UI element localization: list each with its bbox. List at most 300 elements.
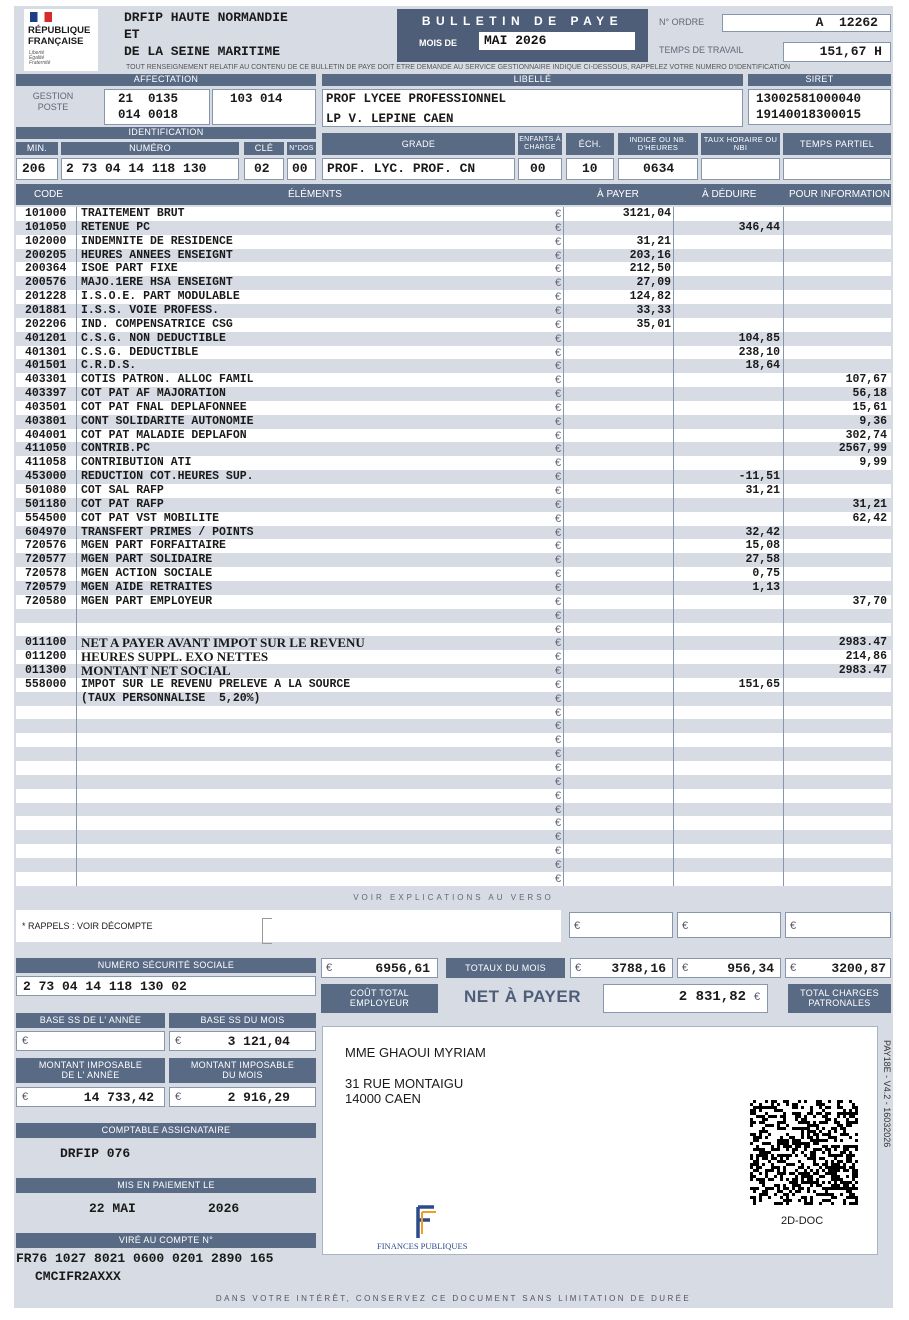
euro-icon: € — [682, 962, 689, 974]
euro-icon: € — [554, 734, 562, 747]
row-label: CONT SOLIDARITE AUTONOMIE — [81, 414, 254, 428]
libelle-line-2: LP V. LEPINE CAEN — [326, 112, 454, 126]
republique-logo — [24, 9, 98, 71]
euro-icon: € — [554, 789, 562, 802]
euro-icon: € — [554, 706, 562, 719]
euro-icon: € — [554, 762, 562, 774]
euro-icon: € — [554, 512, 562, 525]
table-row — [16, 761, 891, 775]
table-row — [16, 512, 891, 526]
euro-icon: € — [554, 388, 562, 401]
row-label: I.S.O.E. PART MODULABLE — [81, 290, 240, 304]
euro-icon: € — [554, 332, 562, 345]
table-row — [16, 456, 891, 470]
header-ech: ÉCH. — [566, 133, 614, 155]
nss-label: NUMÉRO SÉCURITÉ SOCIALE — [16, 958, 316, 973]
table-row — [16, 373, 891, 387]
row-code: 720576 — [25, 539, 67, 553]
euro-icon: € — [554, 485, 562, 497]
table-row — [16, 858, 891, 872]
totaux-label: TOTAUX DU MOIS — [446, 958, 565, 978]
doc-title: BULLETIN DE PAYE — [421, 14, 624, 28]
table-row — [16, 235, 891, 249]
col-elements-header: ÉLÉMENTS — [288, 189, 342, 200]
euro-icon: € — [790, 920, 797, 932]
euro-icon: € — [554, 554, 562, 567]
row-label: IMPOT SUR LE REVENU PRELEVE A LA SOURCE — [81, 677, 351, 691]
temps-value: 151,67 H — [783, 42, 891, 62]
euro-icon: € — [554, 263, 562, 276]
row-code: 200364 — [25, 262, 67, 276]
row-label: C.S.G. NON DEDUCTIBLE — [81, 331, 226, 345]
table-row — [16, 664, 891, 678]
row-label: C.S.G. DEDUCTIBLE — [81, 345, 199, 359]
recipient-city: 14000 CAEN — [345, 1091, 421, 1106]
row-label: MGEN PART FORFAITAIRE — [81, 539, 226, 553]
table-row — [16, 609, 891, 623]
table-row — [16, 706, 891, 720]
recipient-name: MME GHAOUI MYRIAM — [345, 1045, 486, 1060]
total-payer-value: 3788,16 — [611, 961, 666, 976]
header-indice: INDICE OU NB. D'HEURES — [618, 133, 698, 155]
row-label: IND. COMPENSATRICE CSG — [81, 317, 233, 331]
imposable-mois-label: MONTANT IMPOSABLE DU MOIS — [169, 1058, 316, 1083]
euro-icon: € — [22, 1035, 29, 1047]
imposable-mois-value: 2 916,29 — [227, 1090, 290, 1105]
doc-code: 2D-DOC — [781, 1215, 824, 1227]
euro-icon: € — [554, 803, 562, 816]
row-label: REDUCTION COT.HEURES SUP. — [81, 470, 254, 484]
euro-icon: € — [554, 471, 562, 484]
logo-text-2: FRANÇAISE — [28, 36, 84, 47]
side-code: PAY18E - V4.2 - 16032026 — [882, 1040, 892, 1148]
compte-label: VIRÉ AU COMPTE N° — [16, 1233, 316, 1248]
org-line-1: DRFIP HAUTE NORMANDIE — [124, 10, 288, 25]
euro-icon: € — [790, 962, 797, 974]
table-row — [16, 484, 891, 498]
row-label: (TAUX PERSONNALISE 5,20%) — [81, 691, 261, 705]
euro-icon: € — [554, 443, 562, 456]
row-code: 604970 — [25, 525, 67, 539]
header-taux: TAUX HORAIRE OU NBI — [701, 133, 780, 155]
euro-icon: € — [554, 415, 562, 428]
table-row — [16, 595, 891, 609]
table-row — [16, 332, 891, 346]
row-label: NET A PAYER AVANT IMPOT SUR LE REVENU — [81, 635, 365, 651]
siret-line-1: 13002581000040 — [756, 92, 862, 106]
org-line-2: ET — [124, 27, 140, 42]
paiement-day: 22 MAI — [89, 1201, 136, 1216]
euro-icon: € — [554, 858, 562, 871]
row-payer: 27,09 — [636, 276, 671, 290]
table-row — [16, 733, 891, 747]
imposable-annee-label: MONTANT IMPOSABLE DE L' ANNÉE — [16, 1058, 165, 1083]
euro-icon: € — [554, 845, 562, 858]
cle-value: 02 — [254, 161, 270, 176]
row-label: MGEN ACTION SOCIALE — [81, 567, 213, 581]
euro-icon: € — [554, 817, 562, 830]
ordre-label: N° ORDRE — [659, 17, 705, 27]
euro-icon: € — [554, 678, 562, 691]
row-deduire: 0,75 — [752, 567, 780, 581]
paiement-label: MIS EN PAIEMENT LE — [16, 1178, 316, 1193]
header-temps-partiel: TEMPS PARTIEL — [783, 133, 891, 155]
row-label: ISOE PART FIXE — [81, 262, 178, 276]
total-deduire-value: 956,34 — [727, 961, 774, 976]
row-label: MGEN PART SOLIDAIRE — [81, 553, 213, 567]
euro-icon: € — [554, 304, 562, 317]
table-row — [16, 803, 891, 817]
ech-value: 10 — [582, 161, 598, 176]
min-value: 206 — [22, 161, 46, 176]
row-label: COT PAT AF MAJORATION — [81, 387, 226, 401]
table-row — [16, 290, 891, 304]
euro-icon: € — [554, 623, 562, 636]
row-label: CONTRIB.PC — [81, 442, 151, 456]
logo-motto: Liberté Égalité Fraternité — [29, 50, 51, 66]
doc-title-block — [397, 9, 648, 62]
gestion-value-1: 21 0135 — [118, 92, 179, 106]
row-label: COT SAL RAFP — [81, 484, 164, 497]
temps-partiel-box — [783, 158, 891, 180]
table-row — [16, 678, 891, 692]
row-label: HEURES ANNEES ENSEIGNT — [81, 248, 233, 262]
row-payer: 33,33 — [636, 303, 671, 317]
table-row — [16, 346, 891, 360]
row-info: 302,74 — [845, 428, 887, 442]
table-row — [16, 650, 891, 664]
paiement-year: 2026 — [208, 1201, 240, 1216]
table-row — [16, 262, 891, 276]
table-row — [16, 747, 891, 761]
ordre-value: A 12262 — [722, 14, 891, 32]
col-deduire-header: À DÉDUIRE — [702, 189, 757, 200]
table-row — [16, 304, 891, 318]
header-min: MIN. — [16, 142, 58, 155]
row-label: C.R.D.S. — [81, 359, 137, 373]
row-info: 56,18 — [852, 387, 887, 401]
row-info: 62,42 — [852, 511, 887, 525]
comptable-label: COMPTABLE ASSIGNATAIRE — [16, 1123, 316, 1138]
row-code: 200576 — [25, 276, 67, 290]
table-row — [16, 789, 891, 803]
euro-icon: € — [554, 540, 562, 553]
cout-value: 6956,61 — [375, 961, 430, 976]
header-numero: NUMÉRO — [61, 142, 239, 155]
nss-value: 2 73 04 14 118 130 02 — [16, 976, 316, 996]
row-deduire: 18,64 — [745, 359, 780, 373]
table-row — [16, 470, 891, 484]
col-code-header: CODE — [34, 189, 63, 200]
col-info-header: POUR INFORMATION — [789, 189, 890, 200]
table-row — [16, 526, 891, 540]
table-row — [16, 581, 891, 595]
table-row — [16, 872, 891, 886]
euro-icon: € — [22, 1091, 29, 1103]
gestion-label: GESTION POSTE — [32, 91, 74, 112]
row-deduire: 31,21 — [745, 484, 780, 497]
table-row — [16, 429, 891, 443]
cout-label: COÛT TOTAL EMPLOYEUR — [321, 984, 438, 1013]
euro-icon: € — [554, 609, 562, 622]
siret-line-2: 19140018300015 — [756, 108, 862, 122]
table-row — [16, 249, 891, 263]
libelle-title: LIBELLÉ — [322, 74, 743, 86]
row-label: COT PAT VST MOBILITE — [81, 511, 220, 525]
row-info: 2983.47 — [838, 664, 887, 678]
rappel-info-box — [785, 912, 891, 938]
row-label: RETENUE PC — [81, 220, 151, 234]
row-code: 404001 — [25, 428, 67, 442]
row-info: 31,21 — [852, 497, 887, 511]
row-code: 720578 — [25, 567, 67, 581]
base-annee-label: BASE SS DE L' ANNÉE — [16, 1013, 165, 1028]
row-code: 401301 — [25, 345, 67, 359]
net-value: 2 831,82 — [678, 989, 746, 1005]
euro-icon: € — [554, 748, 562, 761]
row-payer: 35,01 — [636, 317, 671, 331]
row-code: 453000 — [25, 470, 67, 484]
rappel-payer-box — [569, 912, 673, 938]
row-code: 201881 — [25, 303, 67, 317]
row-code: 403801 — [25, 414, 67, 428]
row-deduire: 27,58 — [745, 553, 780, 567]
euro-icon: € — [326, 962, 333, 974]
euro-icon: € — [554, 208, 562, 220]
row-info: 2567,99 — [838, 442, 887, 456]
rappels-brace — [262, 918, 272, 944]
net-label: NET À PAYER — [464, 987, 581, 1006]
table-row — [16, 539, 891, 553]
table-row — [16, 415, 891, 429]
verso-note: VOIR EXPLICATIONS AU VERSO — [353, 893, 554, 902]
table-row — [16, 844, 891, 858]
row-code: 101000 — [25, 207, 67, 220]
euro-icon: € — [554, 872, 562, 885]
row-code: 403501 — [25, 400, 67, 414]
row-deduire: 15,08 — [745, 539, 780, 553]
euro-icon: € — [554, 221, 562, 234]
identification-title: IDENTIFICATION — [16, 127, 316, 139]
row-code: 501180 — [25, 497, 67, 511]
finances-publiques-logo-icon — [410, 1204, 440, 1240]
siret-title: SIRET — [748, 74, 891, 86]
finances-publiques-text: FINANCES PUBLIQUES — [377, 1241, 468, 1251]
euro-icon: € — [574, 920, 581, 932]
bic-value: CMCIFR2AXXX — [35, 1269, 121, 1284]
2d-doc-barcode-icon — [750, 1100, 858, 1206]
euro-icon: € — [554, 235, 562, 248]
row-deduire: 238,10 — [738, 345, 780, 359]
euro-icon: € — [682, 920, 689, 932]
imposable-annee-value: 14 733,42 — [83, 1090, 154, 1105]
euro-icon: € — [554, 831, 562, 844]
table-row — [16, 636, 891, 650]
gestion-value-2: 014 0018 — [118, 108, 179, 122]
row-code: 501080 — [25, 484, 67, 497]
euro-icon: € — [175, 1035, 182, 1047]
euro-icon: € — [754, 991, 761, 1003]
row-code: 201228 — [25, 290, 67, 304]
row-code: 011100 — [25, 636, 67, 650]
row-code: 202206 — [25, 317, 67, 331]
euro-icon: € — [554, 291, 562, 304]
table-row — [16, 207, 891, 221]
table-row — [16, 387, 891, 401]
rappel-deduire-box — [677, 912, 781, 938]
header-enfants: ENFANTS À CHARGE — [518, 133, 562, 155]
table-row — [16, 692, 891, 706]
row-payer: 31,21 — [636, 234, 671, 248]
table-row — [16, 553, 891, 567]
euro-icon: € — [554, 692, 562, 705]
row-code: 403301 — [25, 373, 67, 387]
row-code: 101050 — [25, 220, 67, 234]
table-row — [16, 221, 891, 235]
table-row — [16, 276, 891, 290]
taux-box — [701, 158, 780, 180]
row-deduire: 104,85 — [738, 331, 780, 345]
header-cle: CLÉ — [244, 142, 284, 155]
euro-icon: € — [175, 1091, 182, 1103]
grade-value: PROF. LYC. PROF. CN — [327, 161, 476, 176]
table-row — [16, 401, 891, 415]
poste-value: 103 014 — [230, 92, 283, 106]
table-row — [16, 816, 891, 830]
recipient-street: 31 RUE MONTAIGU — [345, 1076, 464, 1091]
rappels-text: * RAPPELS : VOIR DÉCOMPTE — [22, 921, 153, 931]
euro-icon: € — [554, 360, 562, 373]
row-label: MONTANT NET SOCIAL — [81, 663, 231, 679]
row-code: 558000 — [25, 677, 67, 691]
euro-icon: € — [554, 429, 562, 442]
euro-icon: € — [554, 568, 562, 581]
column-divider — [563, 207, 564, 886]
euro-icon: € — [554, 457, 562, 470]
total-info-value: 3200,87 — [831, 961, 886, 976]
euro-icon: € — [554, 581, 562, 594]
table-header — [16, 184, 891, 205]
row-code: 554500 — [25, 511, 67, 525]
row-code: 200205 — [25, 248, 67, 262]
row-label: COTIS PATRON. ALLOC FAMIL — [81, 373, 254, 387]
row-label: MGEN AIDE RETRAITES — [81, 580, 213, 594]
euro-icon: € — [554, 318, 562, 331]
row-info: 214,86 — [845, 650, 887, 664]
table-row — [16, 775, 891, 789]
row-code: 011200 — [25, 650, 67, 664]
mois-value: MAI 2026 — [479, 32, 635, 50]
row-label: I.S.S. VOIE PROFESS. — [81, 303, 220, 317]
enfants-value: 00 — [530, 161, 546, 176]
org-line-3: DE LA SEINE MARITIME — [124, 44, 281, 59]
row-payer: 203,16 — [629, 248, 671, 262]
comptable-value: DRFIP 076 — [60, 1146, 131, 1161]
indice-value: 0634 — [643, 161, 675, 176]
euro-icon: € — [554, 346, 562, 359]
table-row — [16, 318, 891, 332]
row-info: 2983.47 — [838, 636, 887, 650]
row-label: COT PAT RAFP — [81, 497, 164, 511]
header-ndos: N°DOS — [287, 142, 316, 155]
euro-icon: € — [575, 962, 582, 974]
row-payer: 3121,04 — [622, 207, 671, 220]
row-code: 403397 — [25, 387, 67, 401]
row-deduire: 151,65 — [738, 677, 780, 691]
row-info: 9,36 — [859, 414, 887, 428]
row-deduire: 32,42 — [745, 525, 780, 539]
table-row — [16, 567, 891, 581]
charges-label: TOTAL CHARGES PATRONALES — [788, 984, 891, 1013]
row-code: 720577 — [25, 553, 67, 567]
row-label: TRAITEMENT BRUT — [81, 207, 185, 220]
euro-icon: € — [554, 775, 562, 788]
row-code: 720579 — [25, 580, 67, 594]
row-info: 15,61 — [852, 400, 887, 414]
base-mois-label: BASE SS DU MOIS — [169, 1013, 316, 1028]
flag-icon — [30, 12, 52, 22]
footer-note: DANS VOTRE INTÉRÊT, CONSERVEZ CE DOCUMENT SANS LIMITATION DE DURÉE — [215, 1294, 692, 1303]
row-payer: 124,82 — [629, 290, 671, 304]
column-divider — [783, 207, 784, 886]
euro-icon: € — [554, 720, 562, 733]
table-row — [16, 498, 891, 512]
row-payer: 212,50 — [629, 262, 671, 276]
euro-icon: € — [554, 651, 562, 664]
row-label: COT PAT FNAL DEPLAFONNEE — [81, 400, 247, 414]
row-label: TRANSFERT PRIMES / POINTS — [81, 525, 254, 539]
euro-icon: € — [554, 374, 562, 387]
row-code: 411058 — [25, 456, 67, 470]
col-payer-header: À PAYER — [597, 189, 639, 200]
euro-icon: € — [554, 249, 562, 262]
row-code: 401501 — [25, 359, 67, 373]
table-row — [16, 623, 891, 637]
table-row — [16, 359, 891, 373]
row-code: 720580 — [25, 594, 67, 608]
ndos-value: 00 — [292, 161, 308, 176]
row-deduire: 1,13 — [752, 580, 780, 594]
column-divider — [673, 207, 674, 886]
table-row — [16, 719, 891, 733]
row-deduire: -11,51 — [738, 470, 780, 484]
euro-icon: € — [554, 595, 562, 608]
header-grade: GRADE — [322, 133, 515, 155]
row-code: 411050 — [25, 442, 67, 456]
base-annee-box — [16, 1031, 165, 1051]
row-code: 401201 — [25, 331, 67, 345]
euro-icon: € — [554, 401, 562, 414]
row-deduire: 346,44 — [738, 220, 780, 234]
euro-icon: € — [554, 637, 562, 650]
euro-icon: € — [554, 526, 562, 539]
table-row — [16, 830, 891, 844]
row-info: 9,99 — [859, 456, 887, 470]
iban-value: FR76 1027 8021 0600 0201 2890 165 — [16, 1251, 274, 1266]
row-info: 107,67 — [845, 373, 887, 387]
mois-label: MOIS DE — [419, 38, 458, 48]
libelle-line-1: PROF LYCEE PROFESSIONNEL — [326, 92, 507, 106]
euro-icon: € — [554, 498, 562, 511]
row-label: INDEMNITE DE RESIDENCE — [81, 234, 233, 248]
row-label: MAJO.1ERE HSA ENSEIGNT — [81, 276, 233, 290]
base-mois-value: 3 121,04 — [227, 1034, 290, 1049]
row-label: CONTRIBUTION ATI — [81, 456, 192, 470]
row-label: COT PAT MALADIE DEPLAFON — [81, 428, 247, 442]
numero-value: 2 73 04 14 118 130 — [66, 161, 207, 176]
row-label: HEURES SUPPL. EXO NETTES — [81, 649, 269, 665]
row-label: MGEN PART EMPLOYEUR — [81, 594, 213, 608]
